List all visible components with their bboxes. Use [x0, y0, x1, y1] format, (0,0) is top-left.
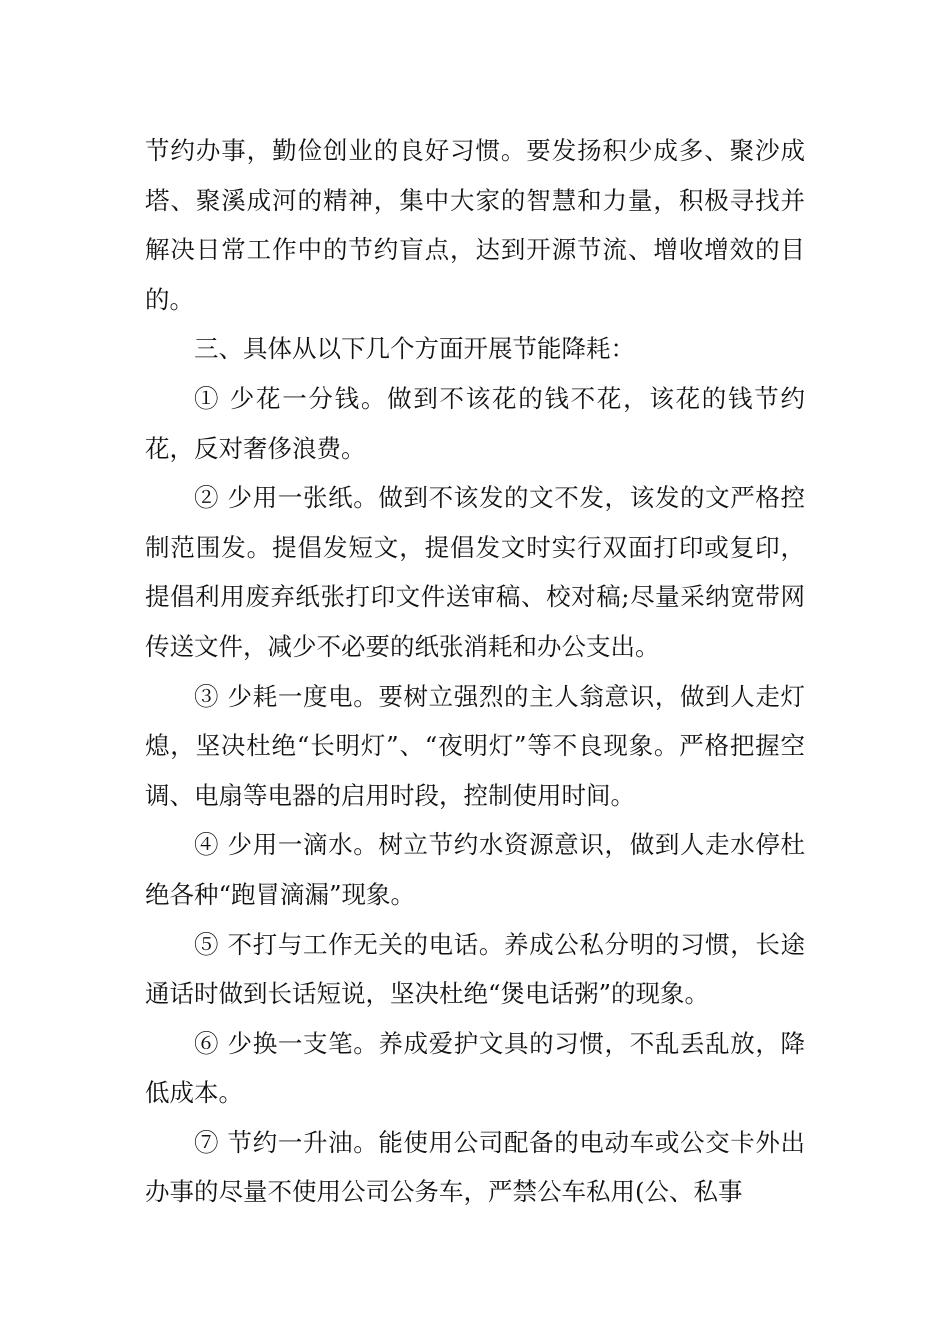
list-item-2: ② 少用一张纸。做到不该发的文不发，该发的文严格控制范围发。提倡发短文，提倡发文时实行双面打印或复印，提倡利用废弃纸张打印文件送审稿、校对稿;尽量采纳宽带网传送文件，减少不必要的纸张消耗和办公支出。: [145, 483, 805, 661]
list-item-4: ④ 少用一滴水。树立节约水资源意识，做到人走水停杜绝各种“跑冒滴漏”现象。: [145, 830, 805, 909]
list-item-6: ⑥ 少换一支笔。养成爱护文具的习惯，不乱丢乱放，降低成本。: [145, 1028, 805, 1108]
list-item-5: ⑤ 不打与工作无关的电话。养成公私分明的习惯，长途通话时做到长话短说，坚决杜绝“煲电话粥”的现象。: [145, 929, 805, 1009]
list-item-7: ⑦ 节约一升油。能使用公司配备的电动车或公交卡外出办事的尽量不使用公司公务车，严禁公车私用(公、私事: [145, 1127, 805, 1207]
paragraph-continuation: 节约办事，勤俭创业的良好习惯。要发扬积少成多、聚沙成塔、聚溪成河的精神，集中大家的智慧和力量，积极寻找并解决日常工作中的节约盲点，达到开源节流、增收增效的目的。: [145, 136, 805, 314]
list-item-3: ③ 少耗一度电。要树立强烈的主人翁意识，做到人走灯熄，坚决杜绝“长明灯”、“夜明灯”等不良现象。严格把握空调、电扇等电器的启用时段，控制使用时间。: [145, 681, 805, 810]
list-item-1: ① 少花一分钱。做到不该花的钱不花，该花的钱节约花，反对奢侈浪费。: [145, 383, 805, 463]
document-body: [145, 126, 805, 1217]
section-heading: 三、具体从以下几个方面开展节能降耗：: [194, 334, 635, 364]
